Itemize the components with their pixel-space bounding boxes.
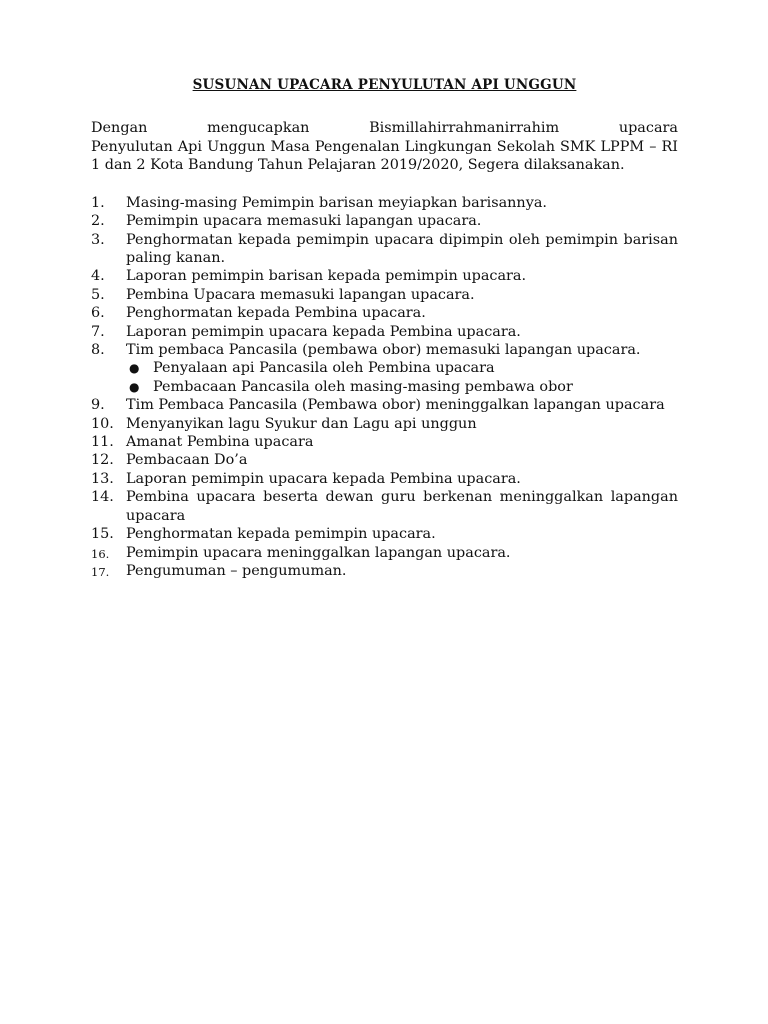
step-text: Pembina Upacara memasuki lapangan upacara.	[126, 286, 475, 303]
bullet-icon: ●	[129, 379, 140, 394]
step-number: 13.	[91, 470, 114, 487]
sub-list-item	[126, 378, 678, 396]
step-text: Tim pembaca Pancasila (pembawa obor) memasuki lapangan upacara.	[126, 342, 641, 359]
list-item	[91, 341, 678, 396]
list-item	[91, 304, 678, 322]
list-item	[91, 323, 678, 341]
step-text: Pengumuman – pengumuman.	[126, 562, 347, 579]
step-text: Laporan pemimpin upacara kepada Pembina upacara.	[126, 323, 521, 340]
step-number: 7.	[91, 323, 105, 340]
step-number: 16.	[91, 546, 110, 561]
step-text: Pembina upacara beserta dewan guru berkenan meninggalkan lapangan upacara	[126, 489, 678, 524]
sub-item-text: Pembacaan Pancasila oleh masing-masing pembawa obor	[153, 378, 573, 395]
list-item	[91, 544, 678, 562]
step-number: 8.	[91, 342, 105, 359]
bullet-icon: ●	[129, 361, 140, 376]
list-item	[91, 212, 678, 230]
step-number: 5.	[91, 286, 105, 303]
intro-line-rest: Penyulutan Api Unggun Masa Pengenalan Lingkungan Sekolah SMK LPPM – RI 1 dan 2 Kota Bandung Tahun Pelajaran 2019/2020, Segera dilaksanakan.	[91, 138, 678, 174]
list-item	[91, 194, 678, 212]
step-text: Pembacaan Do’a	[126, 452, 248, 469]
list-item	[91, 231, 678, 268]
step-number: 1.	[91, 194, 105, 211]
step-number: 17.	[91, 564, 110, 579]
step-text: Laporan pemimpin barisan kepada pemimpin upacara.	[126, 268, 527, 285]
list-item	[91, 525, 678, 543]
step-text: Pemimpin upacara memasuki lapangan upacara.	[126, 213, 482, 230]
step-number: 9.	[91, 397, 105, 414]
intro-line-1: Dengan mengucapkan Bismillahirrahmanirrahim upacara	[91, 120, 678, 136]
list-item	[91, 286, 678, 304]
step-number: 15.	[91, 526, 114, 543]
list-item	[91, 267, 678, 285]
document-title: SUSUNAN UPACARA PENYULUTAN API UNGGUN	[192, 77, 577, 93]
step-text: Amanat Pembina upacara	[126, 434, 314, 451]
sub-item-text: Penyalaan api Pancasila oleh Pembina upacara	[153, 360, 495, 377]
sub-list-item	[126, 359, 678, 377]
list-item	[91, 451, 678, 469]
ceremony-steps-list	[91, 194, 678, 581]
list-item	[91, 488, 678, 525]
list-item	[91, 396, 678, 414]
step-number: 6.	[91, 305, 105, 322]
step-number: 3.	[91, 231, 105, 248]
step-text: Masing-masing Pemimpin barisan meyiapkan barisannya.	[126, 194, 547, 211]
step-number: 12.	[91, 452, 114, 469]
intro-paragraph	[91, 119, 678, 175]
step-number: 11.	[91, 434, 114, 451]
step-text: Penghormatan kepada pemimpin upacara.	[126, 526, 436, 543]
step-8-sublist	[126, 359, 678, 396]
document-page	[91, 76, 678, 580]
step-number: 2.	[91, 213, 105, 230]
step-text: Tim Pembaca Pancasila (Pembawa obor) meninggalkan lapangan upacara	[126, 397, 665, 414]
step-text: Menyanyikan lagu Syukur dan Lagu api unggun	[126, 415, 477, 432]
step-text: Penghormatan kepada Pembina upacara.	[126, 305, 426, 322]
step-number: 4.	[91, 268, 105, 285]
list-item	[91, 562, 678, 580]
step-text: Pemimpin upacara meninggalkan lapangan upacara.	[126, 544, 511, 561]
list-item	[91, 415, 678, 433]
step-text: Laporan pemimpin upacara kepada Pembina upacara.	[126, 470, 521, 487]
step-number: 10.	[91, 415, 114, 432]
list-item	[91, 470, 678, 488]
step-number: 14.	[91, 489, 114, 506]
step-text: Penghormatan kepada pemimpin upacara dipimpin oleh pemimpin barisan paling kanan.	[126, 231, 678, 266]
list-item	[91, 433, 678, 451]
